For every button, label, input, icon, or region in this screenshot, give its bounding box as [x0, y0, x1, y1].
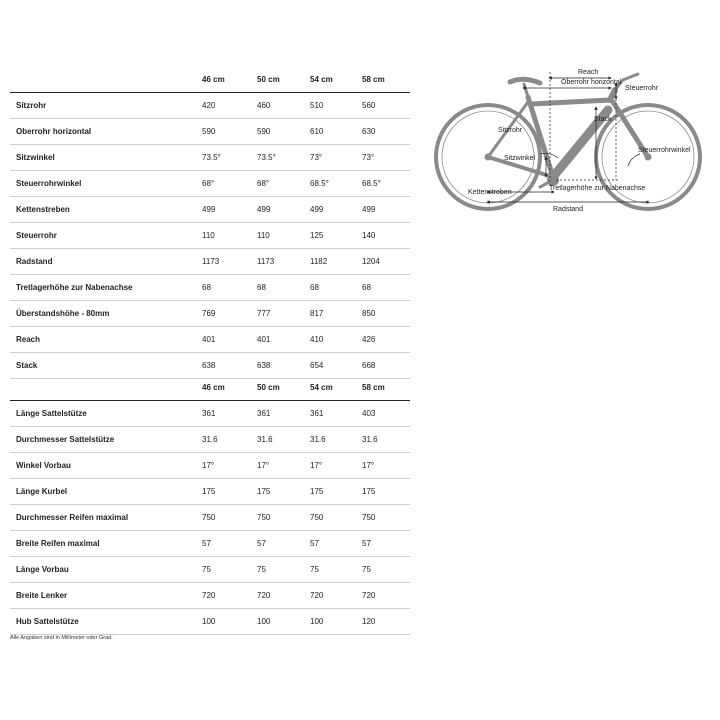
- row-value: 720: [202, 591, 216, 600]
- row-value: 654: [310, 361, 324, 370]
- row-value: 750: [310, 513, 324, 522]
- table-row: [10, 171, 410, 197]
- row-label: Durchmesser Sattelstütze: [16, 435, 115, 444]
- row-label: Durchmesser Reifen maximal: [16, 513, 129, 522]
- row-label: Sitzwinkel: [16, 153, 55, 162]
- row-value: 68.5°: [310, 179, 329, 188]
- bike-geometry-svg: [428, 62, 708, 222]
- row-value: 110: [257, 231, 270, 240]
- row-label: Tretlagerhöhe zur Nabenachse: [16, 283, 133, 292]
- row-value: 75: [202, 565, 211, 574]
- bike-geometry-diagram: [428, 62, 708, 222]
- table-row: [10, 427, 410, 453]
- row-value: 403: [362, 409, 376, 418]
- row-label: Breite Lenker: [16, 591, 68, 600]
- table-row: [10, 119, 410, 145]
- row-value: 499: [362, 205, 376, 214]
- row-value: 17°: [362, 461, 375, 470]
- geometry-table-1: [10, 68, 410, 379]
- row-value: 17°: [257, 461, 270, 470]
- row-value: 68: [257, 283, 266, 292]
- size-header: 46 cm: [202, 383, 225, 392]
- table-row: [10, 583, 410, 609]
- table-row: [10, 145, 410, 171]
- table-body: [10, 93, 410, 379]
- row-value: 68°: [257, 179, 270, 188]
- size-header: 58 cm: [362, 383, 385, 392]
- row-value: 401: [202, 335, 216, 344]
- row-value: 75: [310, 565, 319, 574]
- row-value: 720: [310, 591, 324, 600]
- table-row: [10, 557, 410, 583]
- row-label: Sitzrohr: [16, 101, 47, 110]
- table-header: [10, 376, 410, 401]
- row-label: Länge Sattelstütze: [16, 409, 87, 418]
- row-value: 175: [310, 487, 324, 496]
- row-value: 140: [362, 231, 376, 240]
- label-tretlager: Tretlagerhöhe zur Nabenachse: [549, 185, 646, 192]
- row-value: 769: [202, 309, 216, 318]
- row-value: 426: [362, 335, 376, 344]
- row-value: 668: [362, 361, 376, 370]
- table-row: [10, 301, 410, 327]
- size-header: 50 cm: [257, 75, 280, 84]
- row-value: 57: [362, 539, 371, 548]
- row-value: 720: [257, 591, 271, 600]
- row-value: 638: [257, 361, 271, 370]
- row-value: 100: [310, 617, 324, 626]
- row-value: 750: [362, 513, 376, 522]
- row-value: 175: [362, 487, 376, 496]
- label-stack: Stack: [594, 116, 612, 123]
- table-row: [10, 401, 410, 427]
- row-value: 1204: [362, 257, 380, 266]
- row-value: 361: [202, 409, 216, 418]
- row-value: 68: [202, 283, 211, 292]
- table-header: [10, 68, 410, 93]
- table-row: [10, 223, 410, 249]
- size-header: 54 cm: [310, 383, 333, 392]
- label-steuerrohr: Steuerrohr: [625, 85, 659, 92]
- row-label: Oberrohr horizontal: [16, 127, 92, 136]
- row-value: 1182: [310, 257, 328, 266]
- table-body: [10, 401, 410, 635]
- row-label: Radstand: [16, 257, 53, 266]
- table-row: [10, 531, 410, 557]
- footnote: Alle Angaben sind in Millimeter oder Grad.: [10, 635, 113, 641]
- row-value: 31.6: [362, 435, 378, 444]
- row-value: 361: [310, 409, 324, 418]
- row-value: 57: [257, 539, 266, 548]
- row-value: 1173: [202, 257, 220, 266]
- label-steuerrohrwinkel: Steuerrohrwinkel: [638, 147, 691, 154]
- row-value: 100: [202, 617, 216, 626]
- row-value: 817: [310, 309, 324, 318]
- table-row: [10, 197, 410, 223]
- size-header: 58 cm: [362, 75, 385, 84]
- row-value: 57: [310, 539, 319, 548]
- row-value: 630: [362, 127, 376, 136]
- row-value: 750: [257, 513, 271, 522]
- row-value: 17°: [310, 461, 323, 470]
- row-value: 57: [202, 539, 211, 548]
- size-header: 54 cm: [310, 75, 333, 84]
- row-value: 499: [202, 205, 216, 214]
- row-value: 73.5°: [202, 153, 221, 162]
- row-value: 31.6: [310, 435, 326, 444]
- row-value: 590: [202, 127, 216, 136]
- row-value: 401: [257, 335, 271, 344]
- table-row: [10, 609, 410, 635]
- row-value: 125: [310, 231, 324, 240]
- table-row: [10, 505, 410, 531]
- table-row: [10, 93, 410, 119]
- row-value: 560: [362, 101, 376, 110]
- label-kettenstreben: Kettenstreben: [468, 189, 512, 196]
- row-value: 361: [257, 409, 271, 418]
- row-value: 100: [257, 617, 271, 626]
- row-value: 110: [202, 231, 215, 240]
- table-row: [10, 275, 410, 301]
- row-label: Hub Sattelstütze: [16, 617, 79, 626]
- label-sitzwinkel: Sitzwinkel: [504, 155, 536, 162]
- table-row: [10, 249, 410, 275]
- size-header: 50 cm: [257, 383, 280, 392]
- table-row: [10, 479, 410, 505]
- row-value: 610: [310, 127, 324, 136]
- row-label: Breite Reifen maximal: [16, 539, 100, 548]
- row-label: Kettenstreben: [16, 205, 70, 214]
- row-value: 1173: [257, 257, 275, 266]
- row-value: 68°: [202, 179, 215, 188]
- row-value: 499: [310, 205, 324, 214]
- row-value: 777: [257, 309, 271, 318]
- row-value: 510: [310, 101, 324, 110]
- row-value: 499: [257, 205, 271, 214]
- row-value: 73.5°: [257, 153, 276, 162]
- table-row: [10, 453, 410, 479]
- geometry-table-2: [10, 376, 410, 635]
- row-value: 175: [257, 487, 271, 496]
- row-value: 68: [362, 283, 371, 292]
- row-value: 31.6: [257, 435, 273, 444]
- row-value: 720: [362, 591, 376, 600]
- row-label: Stack: [16, 361, 38, 370]
- row-value: 750: [202, 513, 216, 522]
- row-value: 410: [310, 335, 324, 344]
- row-value: 175: [202, 487, 216, 496]
- label-radstand: Radstand: [553, 206, 583, 213]
- row-value: 850: [362, 309, 376, 318]
- row-value: 120: [362, 617, 376, 626]
- row-value: 590: [257, 127, 271, 136]
- row-value: 73°: [310, 153, 323, 162]
- row-label: Länge Kurbel: [16, 487, 68, 496]
- row-value: 638: [202, 361, 216, 370]
- row-value: 75: [362, 565, 371, 574]
- row-value: 73°: [362, 153, 375, 162]
- label-sitzrohr: Sitzrohr: [498, 127, 523, 134]
- row-label: Reach: [16, 335, 41, 344]
- row-value: 460: [257, 101, 271, 110]
- table-row: [10, 327, 410, 353]
- dimension-lines: [488, 72, 648, 202]
- row-label: Überstandshöhe - 80mm: [16, 309, 110, 318]
- row-value: 68.5°: [362, 179, 381, 188]
- label-reach: Reach: [578, 69, 599, 76]
- row-value: 31.6: [202, 435, 218, 444]
- row-value: 75: [257, 565, 266, 574]
- row-label: Winkel Vorbau: [16, 461, 71, 470]
- row-value: 17°: [202, 461, 215, 470]
- row-label: Steuerrohrwinkel: [16, 179, 82, 188]
- row-label: Steuerrohr: [16, 231, 57, 240]
- size-header: 46 cm: [202, 75, 225, 84]
- row-value: 68: [310, 283, 319, 292]
- row-value: 420: [202, 101, 216, 110]
- row-label: Länge Vorbau: [16, 565, 69, 574]
- label-oberrohr: Oberrohr horizontal: [561, 79, 622, 86]
